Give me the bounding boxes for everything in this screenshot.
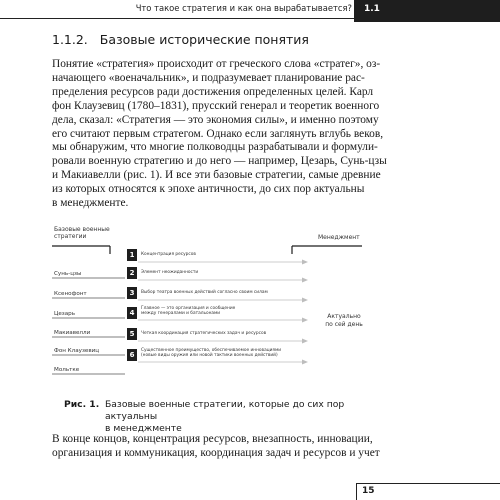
section-heading [52, 32, 309, 47]
paragraph-line: В конце концов, концентрация ресурсов, внезапность, инновации, [52, 433, 373, 445]
paragraph-line: дела, сказал: «Стратегия — это экономия силы», и именно поэтому [52, 113, 379, 126]
closing-paragraph [52, 432, 472, 460]
caption-text [105, 399, 385, 435]
paragraph-line: ровали военную стратегию и до него — например, Цезарь, Сунь-цзы [52, 155, 387, 168]
stage-label-xenophon: Ксенофонт [54, 291, 87, 297]
page-number: 15 [362, 486, 375, 496]
step-text [141, 252, 311, 257]
step-text-line: Четкая координация стратегических задач и ресурсов [141, 331, 267, 336]
step-number: 4 [127, 307, 137, 319]
paragraph-line: начающего «военачальник», и подразумевает планирование рас- [52, 71, 365, 84]
paragraph-line: пределения ресурсов ради достижения определенных целей. Карл [52, 85, 374, 98]
section-tab [354, 0, 500, 22]
paragraph-line: его считают первым стратегом. Однако если заглянуть вглубь веков, [52, 127, 384, 140]
step-text [141, 306, 311, 316]
paragraph-line: мы обнаружим, что многие полководцы разрабатывали и формули- [52, 141, 378, 154]
stage-label-sun-tzu: Сунь-цзы [54, 271, 82, 277]
step-text-line: Элемент неожиданности [141, 270, 199, 275]
management-result [314, 313, 374, 329]
step-number: 2 [127, 267, 137, 279]
caption-line: Базовые военные стратегии, которые до сих пор актуальны [105, 399, 345, 422]
folio-tick [356, 483, 357, 500]
folio-rule [356, 483, 500, 484]
caption-line: в менеджменте [105, 423, 182, 434]
left-header-line: Базовые военные [54, 226, 110, 233]
result-line: Актуально [327, 313, 361, 320]
step-text-line: между генералами и батальонами [141, 311, 221, 316]
stage-label-caesar: Цезарь [54, 311, 76, 317]
stage-label-moltke: Мольтке [54, 367, 80, 373]
paragraph-line: фон Клаузевиц (1780–1831), прусский генерал и теоретик военного [52, 99, 380, 112]
running-header [0, 0, 500, 22]
body-paragraph [52, 58, 452, 211]
step-text-line: Существенное преимущество, обеспечиваемое инновациями [141, 348, 282, 353]
step-text-line: Выбор театра военных действий согласно своим силам [141, 290, 268, 295]
stage-label-machiavelli: Макиавелли [54, 330, 91, 336]
section-title: Базовые исторические понятия [99, 32, 309, 47]
step-text [141, 331, 311, 336]
step-text [141, 348, 311, 358]
strategy-step [127, 286, 313, 301]
paragraph-line: и Макиавелли (рис. 1). И все эти базовые стратегии, самые древние [52, 169, 381, 182]
step-text-line: (новые виды оружия или новой тактики военных действий) [141, 353, 278, 358]
step-text [141, 290, 311, 295]
section-tab-number: 1.1 [364, 4, 380, 14]
strategy-step [127, 348, 313, 363]
result-line: по сей день [325, 321, 363, 328]
strategy-step [127, 306, 313, 321]
strategy-step [127, 327, 313, 342]
figure-1 [40, 220, 370, 395]
section-number: 1.1.2. [52, 32, 88, 47]
step-number: 6 [127, 349, 137, 361]
paragraph-line: из которых относятся к эпохе античности, до сих пор актуальны [52, 183, 365, 196]
left-header-line: стратегии [54, 233, 87, 240]
strategy-step [127, 248, 313, 263]
header-rule [0, 18, 355, 19]
step-number: 1 [127, 249, 137, 261]
step-number: 3 [127, 287, 137, 299]
stage-label-clausewitz: Фон Клаузевиц [54, 348, 100, 354]
step-text [141, 270, 311, 275]
step-number: 5 [127, 328, 137, 340]
paragraph-line: организация и коммуникация, координация задач и ресурсов и учет [52, 447, 380, 459]
figure-left-header [54, 226, 110, 240]
paragraph-line: в менеджменте. [52, 197, 129, 210]
strategy-step [127, 266, 313, 281]
figure-right-header: Менеджмент [318, 234, 360, 241]
caption-label: Рис. 1. [64, 399, 100, 410]
running-header-title: Что такое стратегия и как она вырабатывается? [135, 3, 352, 13]
paragraph-line: Понятие «стратегия» происходит от греческого слова «стратег», оз- [52, 58, 381, 70]
step-text-line: Главное — это организация и сообщение [141, 306, 236, 311]
step-text-line: Концентрация ресурсов [141, 252, 196, 257]
